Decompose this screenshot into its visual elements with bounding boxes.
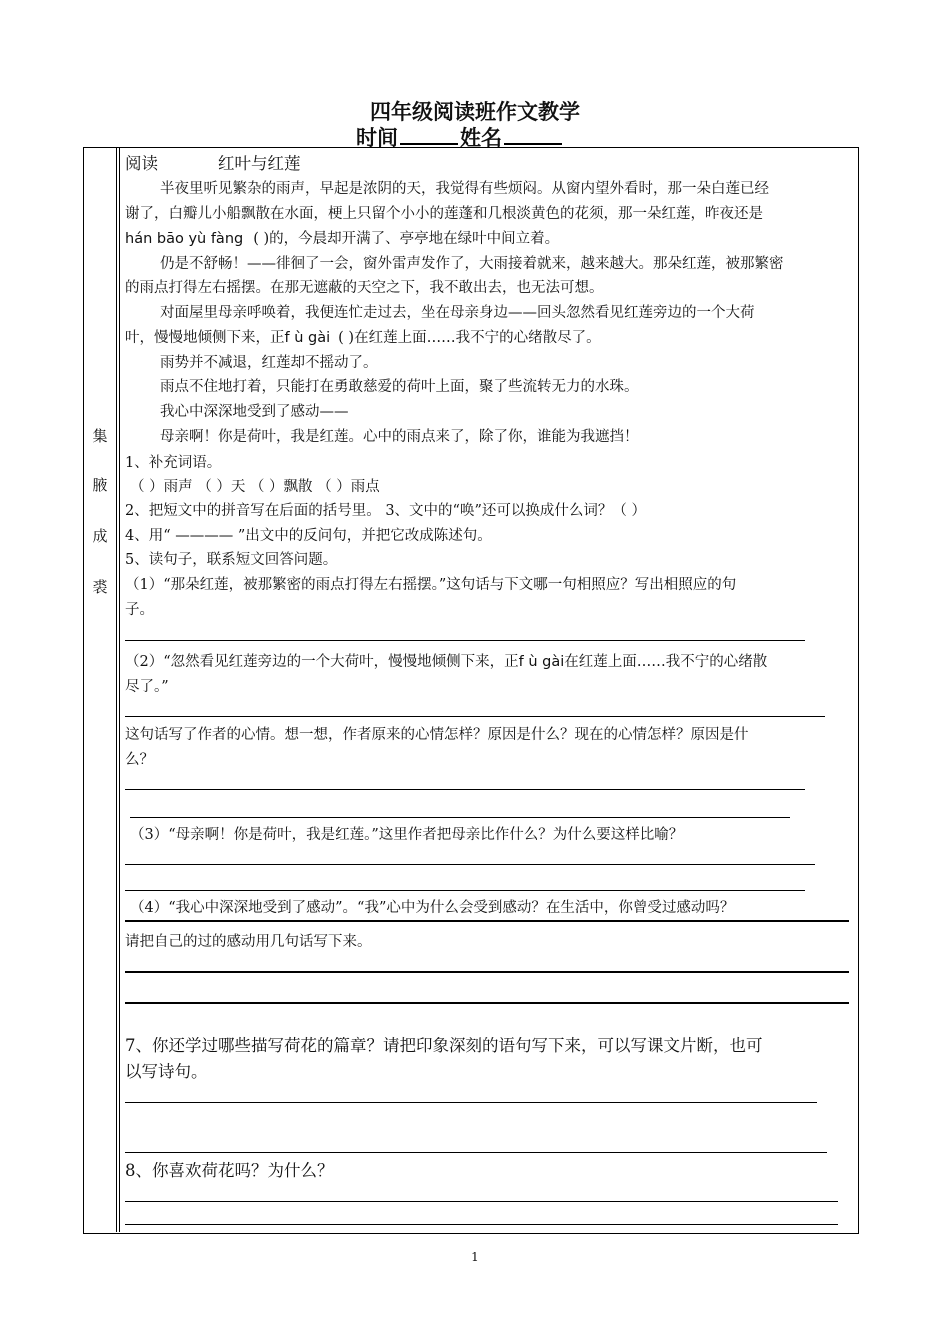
question-1: 1、补充词语。 [125,455,222,471]
paragraph-line: 的雨点打得左右摇摆。在那无遮蔽的天空之下，我不敢出去，也无法可想。 [125,280,604,296]
question-5-2: 这句话写了作者的心情。想一想，作者原来的心情怎样？原因是什么？现在的心情怎样？原因是什 [125,727,749,743]
question-7: 以写诗句。 [125,1062,208,1081]
answer-line[interactable] [125,1002,849,1004]
answer-line[interactable] [125,1152,827,1153]
question-5-3: （3）“母亲啊！你是荷叶，我是红莲。”这里作者把母亲比作什么？为什么要这样比喻？ [130,827,684,843]
question-text: （2）“忽然看见红莲旁边的一个大荷叶，慢慢地倾侧下来，正 [125,654,519,670]
time-blank[interactable] [400,125,458,145]
pinyin-text: f ù gài [518,654,565,670]
side-label-char: 集 [92,427,108,445]
answer-paren[interactable]: ( ) [338,330,355,346]
paragraph-line: 我心中深深地受到了感动—— [160,404,349,420]
story-title: 红叶与红莲 [218,154,301,173]
question-5-2 [125,650,767,671]
paragraph-line: 仍是不舒畅！——徘徊了一会，窗外雷声发作了，大雨接着就来，越来越大。那朵红莲，被那繁密 [160,256,784,272]
question-7: 7、你还学过哪些描写荷花的篇章？请把印象深刻的语句写下来，可以写课文片断，也可 [125,1036,763,1055]
answer-paren[interactable]: ( ) [253,231,270,247]
paragraph-line [125,227,559,248]
reading-label: 阅读 [125,154,158,173]
paragraph-text: 叶，慢慢地倾侧下来，正 [125,330,285,346]
answer-line[interactable] [125,1102,817,1103]
question-5-4: （4）“我心中深深地受到了感动”。“我”心中为什么会受到感动？在生活中，你曾受过感动吗？ [130,900,735,916]
question-text: 在红莲上面……我不宁的心绪散 [564,654,768,670]
question-5-1: （1）“那朵红莲，被那繁密的雨点打得左右摇摆。”这句话与下文哪一句相照应？写出相照应的句 [125,577,737,593]
page-number: 1 [471,1250,479,1264]
question-1-items: （ ）雨声 （ ）天 （ ）飘散 （ ）雨点 [130,479,380,495]
question-4: 4、用“ ———— ”出文中的反问句，并把它改成陈述句。 [125,528,492,544]
paragraph-line: 谢了，白瓣儿小船飘散在水面，梗上只留个小小的莲蓬和几根淡黄色的花须，那一朵红莲，昨夜还是 [125,206,763,222]
side-label-char: 裘 [92,578,108,596]
question-5: 5、读句子，联系短文回答问题。 [125,552,338,568]
reading-heading [125,150,301,174]
question-5-4: 请把自己的过的感动用几句话写下来。 [125,934,372,950]
side-label-char: 成 [92,527,108,545]
time-label: 时间 [356,126,398,150]
side-label-char: 腋 [92,476,108,494]
answer-line[interactable] [125,890,805,891]
question-2-3: 2、把短文中的拼音写在后面的括号里。 3、文中的“唤”还可以换成什么词？（ ） [125,503,646,519]
question-5-2: 么？ [125,752,154,768]
answer-line[interactable] [125,1201,838,1202]
paragraph-text: 在红莲上面……我不宁的心绪散尽了。 [354,330,601,346]
answer-line[interactable] [125,640,805,641]
paragraph-line: 母亲啊！你是荷叶，我是红莲。心中的雨点来了，除了你，谁能为我遮挡！ [160,429,639,445]
paragraph-line: 雨点不住地打着，只能打在勇敢慈爱的荷叶上面，聚了些流转无力的水珠。 [160,379,639,395]
answer-line[interactable] [125,920,849,922]
answer-line[interactable] [125,864,815,865]
question-8: 8、你喜欢荷花吗？为什么？ [125,1161,334,1180]
paragraph-line: 雨势并不减退，红莲却不摇动了。 [160,355,378,371]
name-label: 姓名 [460,126,502,150]
answer-line[interactable] [125,789,805,790]
answer-line[interactable] [125,716,825,717]
answer-line[interactable] [125,1224,838,1225]
paragraph-line: 对面屋里母亲呼唤着，我便连忙走过去，坐在母亲身边——回头忽然看见红莲旁边的一个大荷 [160,305,755,321]
name-blank[interactable] [504,125,562,145]
answer-line[interactable] [125,971,849,973]
column-divider [116,147,117,1232]
paragraph-text: 的，今晨却开满了、亭亭地在绿叶中间立着。 [269,231,560,247]
question-5-1: 子。 [125,602,154,618]
page-title: 四年级阅读班作文教学 [370,100,580,124]
pinyin-text: f ù gài [284,330,331,346]
answer-line[interactable] [130,817,790,818]
pinyin-text: hán bāo yù fàng [125,231,244,247]
question-5-2: 尽了。” [125,679,169,695]
paragraph-line [125,326,601,347]
paragraph-line: 半夜里听见繁杂的雨声，早起是浓阴的天，我觉得有些烦闷。从窗内望外看时，那一朵白莲已经 [160,181,769,197]
column-divider-inner [119,147,120,1232]
